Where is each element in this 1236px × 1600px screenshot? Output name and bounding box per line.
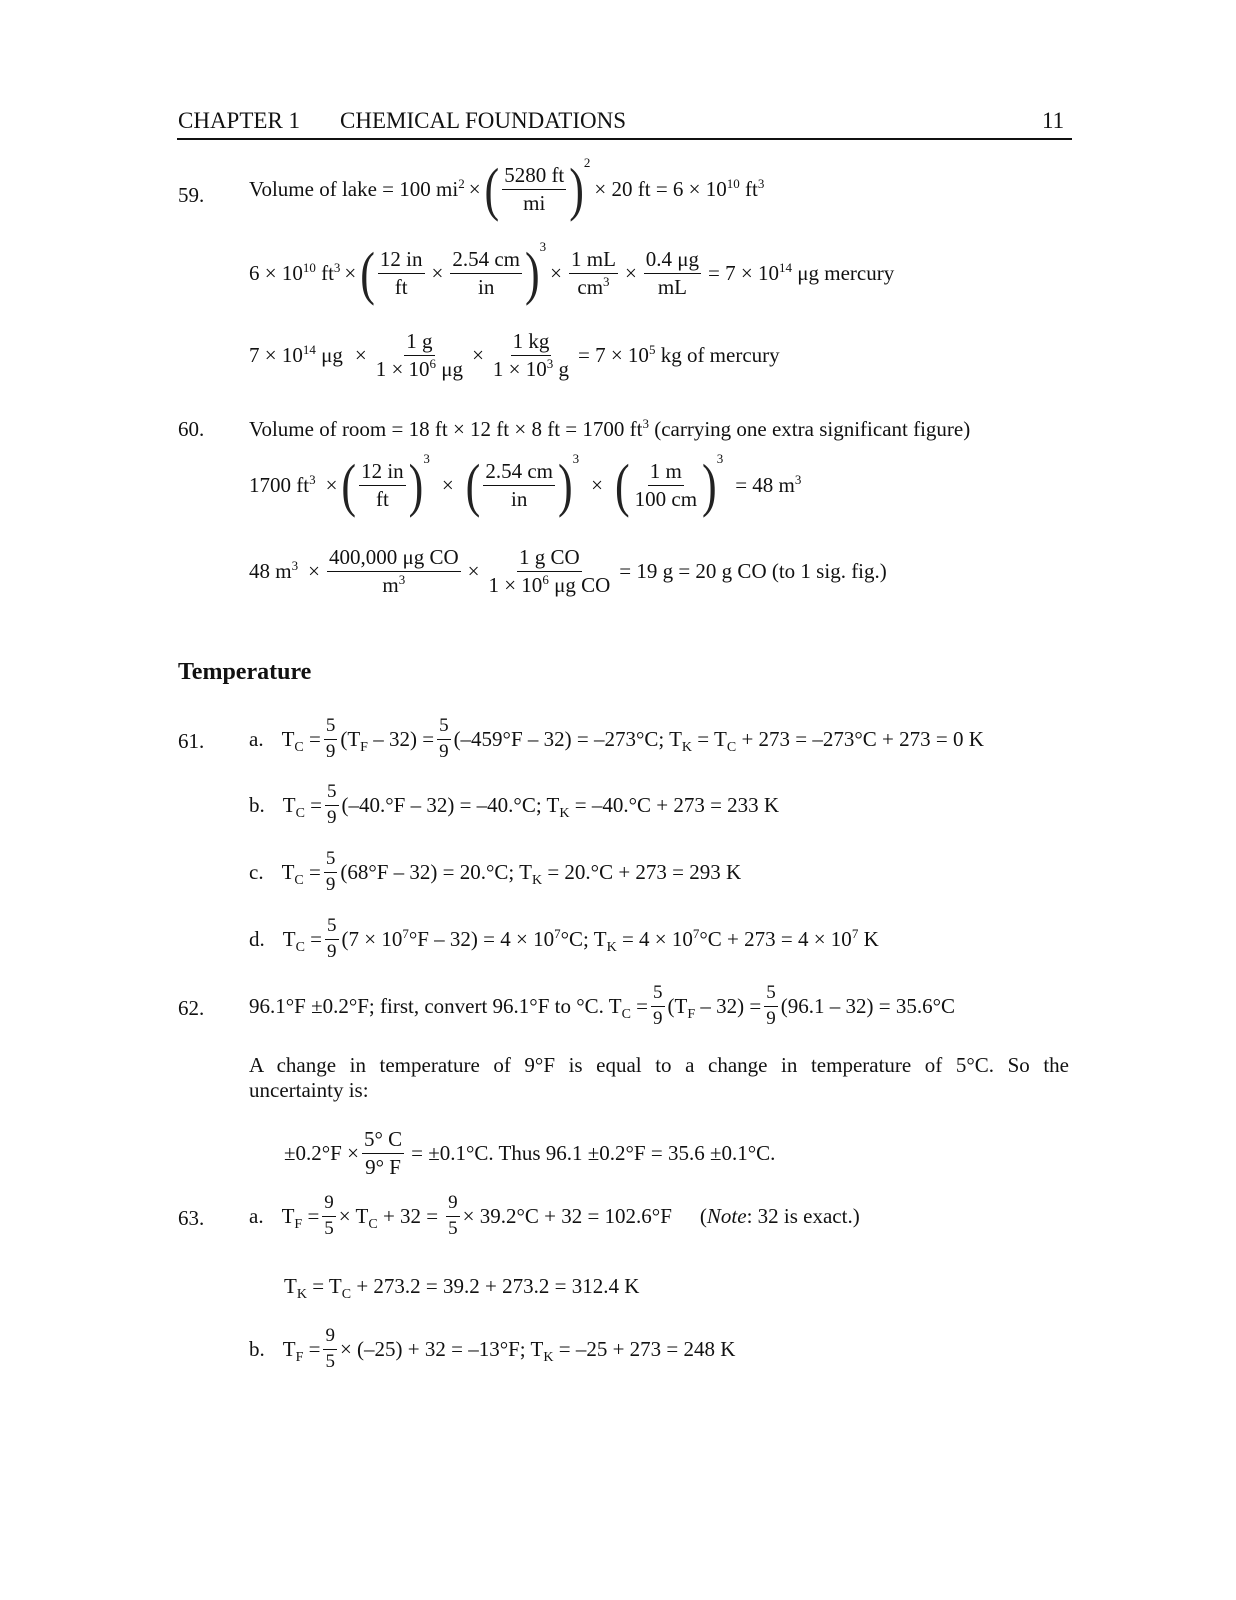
eq-text: (–459°F – 32) = –273°C; $T_K = T_C + 273 = -273^\circ C + 273 = 0$ K (453, 726, 984, 756)
part-label: a. (249, 726, 264, 751)
p63-part-a (249, 1193, 860, 1240)
paren-group: ( $\frac{1 m}{100 cm}$ ) 3 (614, 451, 724, 518)
part-label: b. (249, 792, 265, 817)
part-label: a. (249, 1203, 264, 1228)
p63-part-a-line2: $T_K = T_C + 273.2 = 39.2 + 273.2 = 312.4$ K (284, 1274, 640, 1303)
p59-l3-result: = $7 \times 10^5$ kg of mercury (578, 342, 780, 368)
p61-part-c (249, 849, 741, 896)
fraction: $\frac{5}{9}$ (327, 915, 337, 962)
p60-l3-text: 48 $m^3$ (249, 558, 299, 584)
note: (Note: 32 is exact.) (699, 1203, 860, 1228)
fraction: $\frac{5}{9}$ (653, 982, 663, 1029)
fraction: $\frac{1 g}{1 \times 10^6 \mu g}$ (375, 329, 464, 382)
fraction: $\frac{5280 ft}{mi}$ (504, 163, 565, 216)
times-sign: × (325, 473, 338, 498)
fraction: $\frac{2.54 cm}{in}$ (452, 247, 521, 300)
eq-text: × 39.2°C + 32 = 102.6°F (462, 1203, 672, 1228)
fraction: $\frac{5}{9}$ (327, 781, 337, 828)
fraction: $\frac{1 mL}{cm^3}$ (571, 247, 616, 300)
times-sign: × (467, 559, 480, 584)
eq-lhs: $T_F$ = (281, 1203, 320, 1233)
eq-lhs: $T_C$ = (281, 859, 321, 889)
eq-lhs: $T_C$ = (281, 726, 321, 756)
fraction: $\frac{1 kg}{1 \times 10^3 g}$ (492, 329, 569, 382)
times-sign: × (624, 261, 637, 286)
paren-group: ( $\frac{2.54 cm}{in}$ ) 3 (465, 451, 580, 518)
p59-l1-text: Volume of lake = 100 $mi^2$ (249, 176, 465, 202)
eq-text: (68°F – 32) = 20.°C; $T_K = 20.^\circ C + 273 = 293$ K (340, 859, 742, 889)
part-label: c. (249, 859, 264, 884)
p62-line1 (249, 983, 955, 1030)
paren-group: ( $\frac{12 in}{ft}$ ) 3 (341, 451, 430, 518)
eq-text: × $T_C + 32$ = (338, 1203, 439, 1233)
p59-l1-result: × 20 ft = $6 \times 10^{10}$ $ft^3$ (594, 176, 765, 202)
eq-lhs: $T_F$ = (282, 1336, 321, 1366)
eq-text: × (–25) + 32 = –13°F; $T_K = -25 + 273 = 248$ K (339, 1336, 736, 1366)
p59-line3 (249, 330, 784, 381)
p60-line2 (249, 451, 805, 518)
p59-l2-text: $6 \times 10^{10}$ $ft^3$ (249, 260, 341, 286)
paren-group: ( $\frac{12 in}{ft}$ × $\frac{2.54 cm}{in}$ ) 3 (360, 239, 547, 306)
p60-line3 (249, 546, 891, 597)
paren-group: ( $\frac{5280 ft}{mi}$ ) 2 (484, 155, 591, 222)
fraction: $\frac{\text{400,000 μg CO}}{m^3}$ (328, 545, 459, 598)
p59-line2 (249, 239, 898, 306)
running-header-title: CHEMICAL FOUNDATIONS (340, 108, 627, 133)
times-sign: × (472, 343, 484, 368)
p62-paragraph-line1: A change in temperature of 9°F is equal to a change in temperature of 5°C. So the (249, 1053, 1069, 1077)
fraction: $\frac{9}{5}$ (324, 1192, 334, 1239)
eq-lhs: $T_C$ = (282, 792, 323, 822)
problem-number-63: 63. (178, 1206, 205, 1230)
p61-part-d (249, 916, 879, 963)
fraction: $\frac{5}{9}$ (325, 715, 336, 762)
eq-text: (–40.°F – 32) = –40.°C; $T_K = -40.^\circ C + 273 = 233$ K (341, 792, 780, 822)
eq-text: $(7 \times 10^7^\circ F - 32) = 4 \times 10^7^\circ C$; $T_K = 4 \times 10^7^\circ C + 273 = 4 \times 10^7$ K (341, 925, 879, 956)
fraction: $\frac{5^\circ C}{9^\circ F}$ (363, 1127, 403, 1180)
running-header-chapter: CHAPTER 1 (178, 108, 301, 133)
fraction: $\frac{\text{1 g CO}}{1 \times 10^6 \mu g CO}$ (488, 545, 611, 598)
section-heading: Temperature (178, 659, 312, 685)
times-sign: × (550, 261, 563, 286)
p59-line1 (249, 155, 768, 222)
fraction: $\frac{12 in}{ft}$ (379, 247, 423, 300)
p61-part-b (249, 782, 779, 829)
times-sign: × (591, 473, 603, 498)
eq-text: $(T_F - 32)$ = (340, 726, 435, 756)
p63-part-b (249, 1326, 735, 1373)
fraction: $\frac{0.4 \mu g}{mL}$ (645, 247, 700, 300)
fraction: $\frac{9}{5}$ (448, 1192, 458, 1239)
p62-paragraph-line2: uncertainty is: (249, 1078, 369, 1102)
eq-text: ±0.2°F × (284, 1141, 359, 1166)
problem-number-62: 62. (178, 996, 205, 1020)
problem-number-60: 60. (178, 417, 205, 441)
problem-number-59: 59. (178, 183, 205, 207)
p59-l3-text: $7 \times 10^{14}$ μg (249, 342, 343, 368)
p61-part-a (249, 716, 984, 763)
eq-text: $(T_F - 32)$ = (667, 993, 762, 1023)
problem-number-61: 61. (178, 729, 205, 753)
part-label: b. (249, 1336, 265, 1361)
times-sign: × (354, 343, 367, 368)
eq-lhs: $T_C$ = (282, 926, 323, 956)
p60-l2-text: 1700 $ft^3$ (249, 472, 316, 498)
p60-l3-result: = 19 g = 20 g CO (to 1 sig. fig.) (619, 559, 887, 584)
eq-text: 96.1°F ±0.2°F; first, convert 96.1°F to °C. $T_C$ = (249, 993, 649, 1023)
fraction: $\frac{5}{9}$ (439, 715, 449, 762)
part-label: d. (249, 926, 265, 951)
fraction: $\frac{9}{5}$ (325, 1325, 335, 1372)
times-sign: × (441, 473, 454, 498)
fraction: $\frac{5}{9}$ (766, 982, 776, 1029)
header-rule (177, 138, 1072, 140)
p59-l2-result: = $7 \times 10^{14}$ μg mercury (708, 260, 895, 286)
times-sign: × (308, 559, 320, 584)
p62-line3 (284, 1128, 779, 1179)
times-sign: × (344, 261, 357, 286)
fraction: $\frac{5}{9}$ (325, 848, 336, 895)
page-number: 11 (1042, 108, 1065, 133)
eq-text: = ±0.1°C. Thus 96.1 ±0.2°F = 35.6 ±0.1°C. (411, 1141, 776, 1166)
eq-text: (96.1 – 32) = 35.6°C (780, 993, 955, 1018)
p60-l2-result: = 48 $m^3$ (735, 472, 802, 498)
times-sign: × (468, 177, 481, 202)
p60-line1: Volume of room = 18 ft × 12 ft × 8 ft = 1700 $ft^3$ (carrying one extra significant figure) (249, 416, 971, 441)
